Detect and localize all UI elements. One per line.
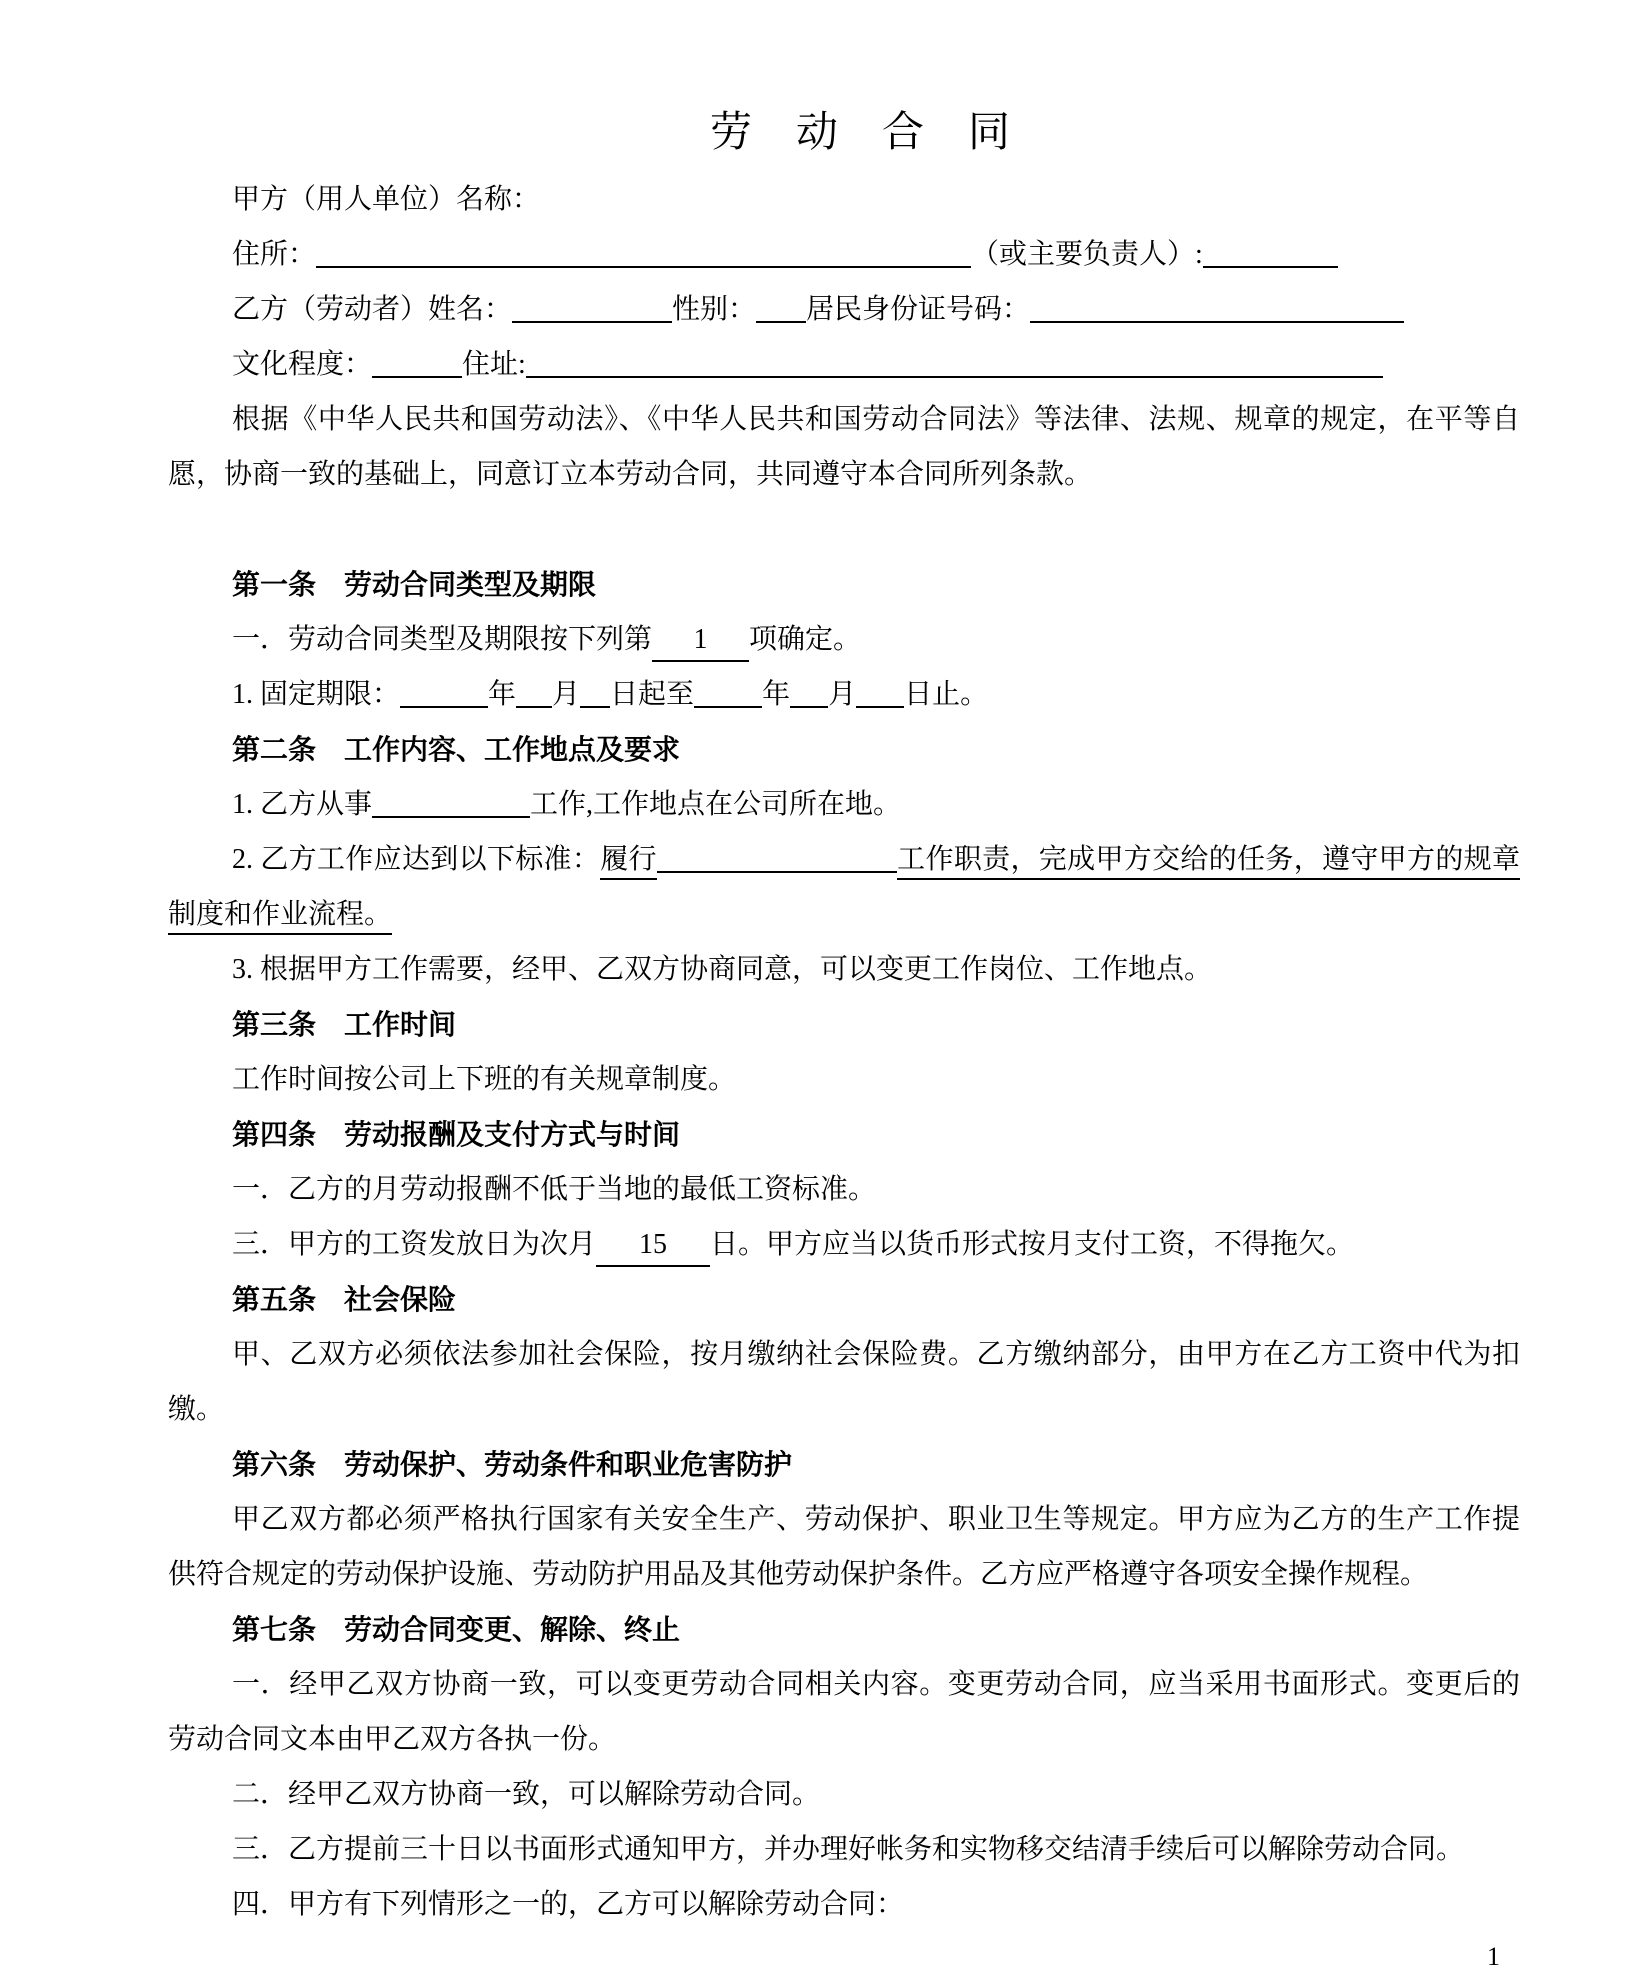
- article-6-body-text-1: 甲乙双方都必须严格执行国家有关安全生产、劳动保护、职业卫生等规定。甲方应为乙方的生产工作提: [232, 1504, 1520, 1535]
- payday-text-b: 日。甲方应当以货币形式按月支付工资，不得拖欠。: [710, 1229, 1355, 1260]
- article-5-body-line-2: [168, 1382, 1520, 1437]
- article-7-item-1-line-2: [168, 1712, 1520, 1767]
- name-blank: [512, 287, 672, 323]
- article-5-body-text-2: 缴。: [168, 1394, 225, 1425]
- article-2-item-2-line-1: [168, 832, 1520, 887]
- gender-blank: [756, 287, 806, 323]
- article-3-heading: [168, 997, 1520, 1052]
- start-day-blank: [580, 672, 610, 708]
- article-1-heading: [168, 557, 1520, 612]
- job-blank: [372, 782, 530, 818]
- id-number-blank: [1030, 287, 1404, 323]
- article-5-heading-text: 第五条 社会保险: [232, 1284, 457, 1315]
- residence-label: 住址:: [462, 349, 526, 380]
- end-day-blank: [856, 672, 904, 708]
- duty-blank: [657, 837, 897, 873]
- term-type-text-a: 一．劳动合同类型及期限按下列第: [232, 624, 653, 655]
- start-month-label: 月: [552, 679, 581, 710]
- article-6-heading: [168, 1437, 1520, 1492]
- start-year-label: 年: [488, 679, 517, 710]
- article-4-item-1-text: 一．乙方的月劳动报酬不低于当地的最低工资标准。: [232, 1174, 877, 1205]
- payday-text-a: 三．甲方的工资发放日为次月: [232, 1229, 597, 1260]
- end-day-label: 日止。: [904, 679, 989, 710]
- job-text-b: 工作,工作地点在公司所在地。: [530, 789, 902, 820]
- address-line: [168, 227, 1520, 282]
- article-6-body-line-2: [168, 1547, 1520, 1602]
- article-2-heading: [168, 722, 1520, 777]
- duty-filled-text-a: 履行: [600, 844, 657, 880]
- address-label: 住所：: [232, 239, 317, 270]
- end-year-label: 年: [762, 679, 791, 710]
- article-6-heading-text: 第六条 劳动保护、劳动条件和职业危害防护: [232, 1449, 793, 1480]
- end-year-blank: [694, 672, 762, 708]
- preamble-line-2: [168, 447, 1520, 502]
- gender-label: 性别：: [672, 294, 757, 325]
- duty-filled-text-b: 工作职责，完成甲方交给的任务，遵守甲方的规章: [897, 844, 1520, 880]
- article-2-heading-text: 第二条 工作内容、工作地点及要求: [232, 734, 681, 765]
- start-day-label: 日起至: [610, 679, 695, 710]
- article-2-item-2-line-2: [168, 887, 1520, 942]
- article-1-item-1: [168, 612, 1520, 667]
- party-b-line: [168, 282, 1520, 337]
- article-5-body-text-1: 甲、乙双方必须依法参加社会保险，按月缴纳社会保险费。乙方缴纳部分，由甲方在乙方工资中代为扣: [232, 1339, 1520, 1370]
- party-a-name-line: [168, 172, 1520, 227]
- article-7-item-1-line-1: [168, 1657, 1520, 1712]
- start-year-blank: [400, 672, 488, 708]
- article-5-body-line-1: [168, 1327, 1520, 1382]
- article-7-item-4-text: 四．甲方有下列情形之一的，乙方可以解除劳动合同：: [232, 1889, 905, 1920]
- article-2-item-1: [168, 777, 1520, 832]
- party-a-name-label: 甲方（用人单位）名称：: [232, 184, 541, 215]
- preamble-text-1: 根据《中华人民共和国劳动法》、《中华人民共和国劳动合同法》等法律、法规、规章的规定，在平等自: [232, 404, 1520, 435]
- article-3-body-text: 工作时间按公司上下班的有关规章制度。: [232, 1064, 737, 1095]
- end-month-blank: [790, 672, 828, 708]
- article-2-item-3-text: 3. 根据甲方工作需要，经甲、乙双方协商同意，可以变更工作岗位、工作地点。: [232, 954, 1213, 985]
- address-blank: [316, 232, 971, 268]
- id-number-label: 居民身份证号码：: [806, 294, 1031, 325]
- article-1-heading-text: 第一条 劳动合同类型及期限: [232, 569, 597, 600]
- preamble-text-2: 愿，协商一致的基础上，同意订立本劳动合同，共同遵守本合同所列条款。: [168, 459, 1093, 490]
- fixed-term-label: 1. 固定期限：: [232, 679, 401, 710]
- education-label: 文化程度：: [232, 349, 373, 380]
- article-7-item-1-text-2: 劳动合同文本由甲乙双方各执一份。: [168, 1724, 617, 1755]
- article-3-heading-text: 第三条 工作时间: [232, 1009, 457, 1040]
- education-line: [168, 337, 1520, 392]
- party-b-name-label: 乙方（劳动者）姓名：: [232, 294, 513, 325]
- article-7-item-4: [168, 1877, 1520, 1932]
- article-4-heading: [168, 1107, 1520, 1162]
- article-7-heading: [168, 1602, 1520, 1657]
- preamble-line-1: [168, 392, 1520, 447]
- article-6-body-text-2: 供符合规定的劳动保护设施、劳动防护用品及其他劳动保护条件。乙方应严格遵守各项安全操作规程。: [168, 1559, 1429, 1590]
- residence-blank: [526, 342, 1383, 378]
- article-4-item-1: [168, 1162, 1520, 1217]
- principal-label: （或主要负责人）:: [971, 239, 1203, 270]
- article-7-item-2: [168, 1767, 1520, 1822]
- article-4-item-2: [168, 1217, 1520, 1272]
- document-body: [168, 172, 1520, 1932]
- article-7-item-2-text: 二．经甲乙双方协商一致，可以解除劳动合同。: [232, 1779, 821, 1810]
- article-3-body: [168, 1052, 1520, 1107]
- page-number: 1: [1487, 1942, 1500, 1971]
- principal-blank: [1203, 232, 1338, 268]
- article-7-item-3: [168, 1822, 1520, 1877]
- end-month-label: 月: [828, 679, 857, 710]
- article-7-item-3-text: 三．乙方提前三十日以书面形式通知甲方，并办理好帐务和实物移交结清手续后可以解除劳动合同。: [232, 1834, 1465, 1865]
- document-title: 劳动合同: [709, 110, 1054, 156]
- term-option-value: 1: [652, 620, 749, 662]
- article-4-heading-text: 第四条 劳动报酬及支付方式与时间: [232, 1119, 681, 1150]
- article-5-heading: [168, 1272, 1520, 1327]
- article-2-item-3: [168, 942, 1520, 997]
- blank-line: [168, 502, 1520, 557]
- article-7-item-1-text-1: 一．经甲乙双方协商一致，可以变更劳动合同相关内容。变更劳动合同，应当采用书面形式。变更后的: [232, 1669, 1520, 1700]
- payday-value: 15: [596, 1225, 710, 1267]
- article-1-item-2: [168, 667, 1520, 722]
- start-month-blank: [516, 672, 552, 708]
- article-7-heading-text: 第七条 劳动合同变更、解除、终止: [232, 1614, 681, 1645]
- article-6-body-line-1: [168, 1492, 1520, 1547]
- education-blank: [372, 342, 462, 378]
- job-text-a: 1. 乙方从事: [232, 789, 373, 820]
- standard-label: 2. 乙方工作应达到以下标准：: [232, 844, 601, 875]
- term-type-text-b: 项确定。: [749, 624, 862, 655]
- duty-filled-text-c: 制度和作业流程。: [168, 899, 392, 935]
